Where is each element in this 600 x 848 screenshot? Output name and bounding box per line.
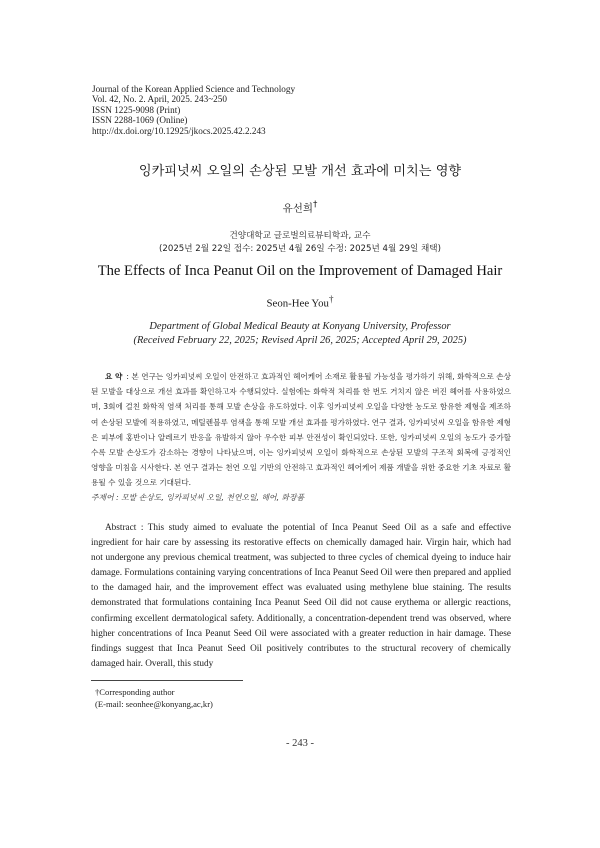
footnote-divider [91, 680, 243, 681]
korean-affiliation-block [0, 230, 600, 256]
journal-issn-online: ISSN 2288-1069 (Online) [92, 115, 188, 126]
korean-abstract-text: : 본 연구는 잉카피넛씨 오일이 안전하고 효과적인 헤어케어 소재로 활용될 가능성을 평가하기 위해, 화학적으로 손상된 모발을 대상으로 개선 효과를 확인하고자 수행되었다. 실험에는 화학적 처리를 한 번도 거치지 않은 버진 헤어를 사용하였으며, 3회에 걸친 화학적 염색 처리를 통해 모발 손상을 유도하였다. 이후 잉카피넛씨 오일을 다양한 농도로 함유한 제형을 제조하여 손상된 모발에 적용하였고, 메틸렌블루 염색을 통해 모발 개선 효과를 평가하였다. 연구 결과, 잉카피넛씨 오일을 함유한 제형은 피부에 홍반이나 알레르기 반응을 유발하지 않아 우수한 피부 안전성이 확인되었다. 또한, 잉카피넛씨 오일의 농도가 증가할수록 모발 손상도가 감소하는 경향이 나타났으며, 이는 잉카피넛씨 오일이 화학적으로 손상된 모발의 구조적 회복에 긍정적인 영향을 미침을 시사한다. 본 연구 결과는 천연 오일 기반의 안전하고 효과적인 헤어케어 제품 개발을 위한 중요한 기초 자료로 활용될 수 있을 것으로 기대된다. [91, 372, 511, 488]
english-abstract-text: : This study aimed to evaluate the potential of Inca Peanut Seed Oil as a safe and effective ingredient for hair care by assessing its restorative effects on chemically damaged hair. Virgin hair, which had not undergone any previous chemical treatment, was subjected to three cycles of chemical dyeing to induce hair damage. Formulations containing varying concentrations of Inca Peanut Seed Oil were then prepared and applied to the damaged hair, and the improvement effect was evaluated using methylene blue staining. The results demonstrated that formulations containing Inca Peanut Seed Oil did not cause erythema or allergic reactions, confirming excellent dermatological safety. Additionally, a concentration-dependent trend was observed, where higher concentrations of Inca Peanut Seed Oil were associated with a greater reduction in hair damage. These findings suggest that Inca Peanut Seed Oil positively contributes to the structural recovery of chemically damaged hair. Overall, this study [91, 523, 511, 669]
english-abstract-label: Abstract [105, 523, 137, 533]
journal-name: Journal of the Korean Applied Science and Technology [92, 84, 296, 94]
journal-volume: Vol. 42, No. 2. April, 2025. 243~250 [92, 94, 227, 105]
journal-doi-link[interactable]: http://dx.doi.org/10.12925/jkocs.2025.42.2.243 [92, 125, 266, 136]
english-title: The Effects of Inca Peanut Oil on the Improvement of Damaged Hair [97, 263, 503, 279]
english-author-mark: † [328, 294, 334, 304]
footnote-corresponding: †Corresponding author [95, 687, 175, 697]
english-dates: (Received February 22, 2025; Revised April 26, 2025; Accepted April 29, 2025) [133, 334, 467, 346]
korean-abstract-label: 요 약 [105, 372, 123, 381]
footnote-email: (E-mail: seonhee@konyang,ac,kr) [95, 699, 213, 709]
korean-author [0, 200, 600, 216]
korean-keywords: 주제어 : 모발 손상도, 잉카피넛씨 오일, 천연오일, 헤어, 화장품 [91, 493, 305, 502]
english-author [0, 294, 600, 310]
english-author-name: Seon-Hee You [266, 297, 329, 310]
korean-author-name: 유선희 [282, 202, 314, 215]
english-abstract [91, 521, 511, 672]
english-affiliation-block [0, 320, 600, 347]
journal-info [92, 84, 512, 136]
korean-title: 잉카피넛씨 오일의 손상된 모발 개선 효과에 미치는 영향 [138, 164, 462, 179]
english-affiliation: Department of Global Medical Beauty at Konyang University, Professor [149, 321, 451, 332]
korean-author-mark: † [313, 200, 318, 210]
korean-abstract [91, 369, 511, 491]
page-number: - 243 - [286, 738, 314, 749]
footnote [95, 686, 395, 710]
journal-issn-print: ISSN 1225-9098 (Print) [92, 104, 181, 115]
korean-dates: (2025년 2월 22일 접수: 2025년 4월 26일 수정: 2025년 4월 29일 채택) [159, 244, 441, 254]
korean-affiliation: 건양대학교 글로벌의료뷰티학과, 교수 [229, 231, 371, 241]
